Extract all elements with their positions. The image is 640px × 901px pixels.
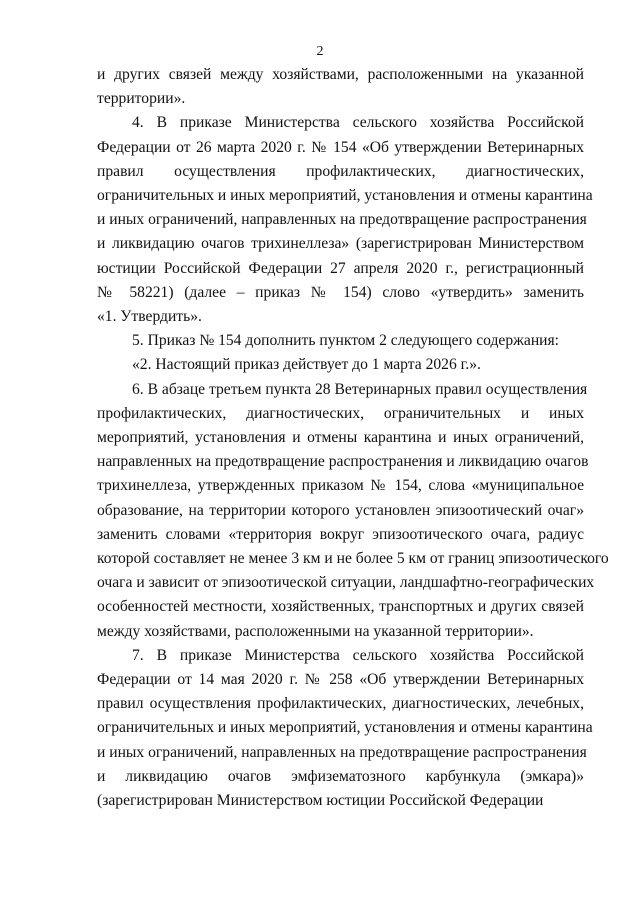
text-line: 4. В приказе Министерства сельского хозяйства Российской (132, 114, 584, 132)
text-line: и иных ограничений, направленных на предотвращение распространения (97, 743, 587, 761)
text-line: «2. Настоящий приказ действует до 1 марта 2026 г.». (132, 356, 481, 374)
text-line: заменить словами «территория вокруг эпизоотического очага, радиус (97, 525, 584, 543)
text-line: 7. В приказе Министерства сельского хозяйства Российской (132, 646, 584, 664)
text-line: Федерации от 14 мая 2020 г. № 258 «Об утверждении Ветеринарных (97, 671, 584, 689)
text-line: и иных ограничений, направленных на предотвращение распространения (97, 211, 587, 229)
paragraph (97, 378, 609, 644)
text-line: и ликвидацию очагов эмфизематозного карбункула (эмкара)» (97, 767, 584, 785)
text-line: территории». (97, 90, 186, 108)
text-line: правил осуществления профилактических, диагностических, лечебных, (97, 695, 584, 713)
text-line: образование, на территории которого установлен эпизоотический очаг» (97, 501, 584, 519)
text-line: (зарегистрирован Министерством юстиции Российской Федерации (97, 792, 544, 810)
text-line: очага и зависит от эпизоотической ситуации, ландшафтно-географических (97, 574, 595, 592)
text-line: «1. Утвердить». (97, 308, 202, 326)
text-line: 5. Приказ № 154 дополнить пунктом 2 следующего содержания: (132, 332, 560, 350)
text-line: 6. В абзаце третьем пункта 28 Ветеринарных правил осуществления (132, 380, 588, 398)
text-line: юстиции Российской Федерации 27 апреля 2020 г., регистрационный (97, 259, 584, 277)
text-line: мероприятий, установления и отмены карантина и иных ограничений, (97, 429, 584, 447)
paragraph (97, 329, 584, 353)
page-number: 2 (316, 44, 324, 59)
text-line: ограничительных и иных мероприятий, установления и отмены карантина (97, 187, 593, 205)
text-line: которой составляет не менее 3 км и не более 5 км от границ эпизоотического (97, 550, 609, 568)
text-line: между хозяйствами, расположенными на указанной территории». (97, 622, 534, 640)
paragraph (97, 111, 593, 329)
text-line: направленных на предотвращение распространения и ликвидацию очагов (97, 453, 589, 471)
text-line: и других связей между хозяйствами, расположенными на указанной (97, 66, 584, 83)
text-line: ограничительных и иных мероприятий, установления и отмены карантина (97, 719, 593, 737)
paragraph (97, 353, 584, 377)
text-line: правил осуществления профилактических, диагностических, (97, 162, 584, 180)
text-line: трихинеллеза, утвержденных приказом № 154, слова «муниципальное (97, 477, 584, 495)
text-line: № 58221) (далее – приказ № 154) слово «утвердить» заменить (97, 283, 584, 301)
paragraph (97, 644, 593, 813)
text-line: и ликвидацию очагов трихинеллеза» (зарегистрирован Министерством (97, 235, 584, 253)
text-line: профилактических, диагностических, ограничительных и иных (97, 404, 584, 422)
text-line: особенностей местности, хозяйственных, транспортных и других связей (97, 598, 584, 616)
paragraph (97, 63, 584, 111)
text-line: Федерации от 26 марта 2020 г. № 154 «Об утверждении Ветеринарных (97, 138, 584, 156)
document-body (97, 63, 609, 813)
